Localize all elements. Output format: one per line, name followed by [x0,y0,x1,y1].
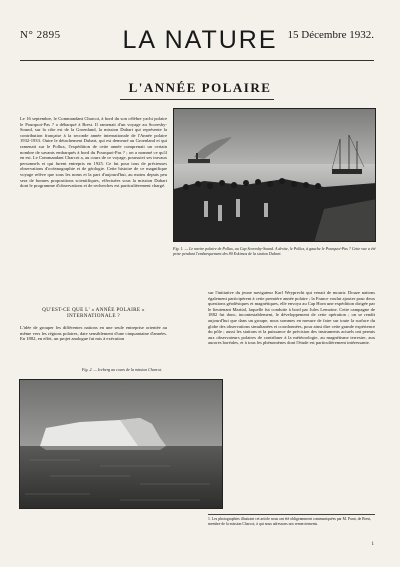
issue-date: 15 Décembre 1932. [287,29,374,41]
iceberg-photo [19,379,223,509]
article-title: L'ANNÉE POLAIRE [128,80,272,95]
section-text: L'idée de grouper les différentes nations en une seule entreprise orientée au même vers les régions polaires, date sensiblement d'une cinquantaine d'années. En 1882, en effet, un projet analogue fut mis à exécution [20,325,167,342]
section-subheading: QU'EST-CE QUE L' « ANNÉE POLAIRE » INTERNATIONALE ? [42,307,145,320]
title-rule [120,99,274,100]
ship-photo-image [174,109,376,242]
section-column [20,325,167,361]
ship-photo [173,108,376,242]
intro-column [20,116,167,304]
footnote: 1. Les photographies illustrant cet article nous ont été obligeamment communiquées par M. Parat, de Brest, membre de la mission Charcot, à qui nous adressons nos remerciements. [208,514,375,527]
issue-number: N° 2895 [20,29,61,41]
journal-title: LA NATURE [122,26,278,54]
continuation-text: sur l'initiative du jeune navigateur Karl Weyprecht qui venait de mourir. Douze nations également participèrent à cette première année polaire ; la France voulut ajouter pour deux questions géodésiques et magnétiques, elle envoya au Cap Horn une expédition dirigée par le lieutenant Martial, laquelle fut conduite à bord par Jules Lemoine. Cette campagne de 1882 fut donc, incontestablement, le développement de cette opération ; on se rendit aujourd'hui que dans un groupe, nous sommes en mesure de faire sur toute la surface du globe des observations simultanées et coordonnées, pour ainsi dire cette grande expérience du pôle ; aussi les stations et la puissance de précision des instruments actuels ont permis aux observateurs polaires de contribuer à la météorologie, au magnétisme terrestre, aux aurores boréales, et à tous les phénomènes dont l'étude est particulièrement intéressante. [208,290,375,346]
figure-1-caption: Fig. 1. — Le navire polaire de Pollux, au Cap Scoresby-Sound. A droite, le Pollux, à gauche le Pourquoi-Pas ? Cette vue a été prise pendant l'embarquement des 80 Eskimos de la station Dubart. [173,246,376,256]
intro-text: Le 16 septembre, le Commandant Charcot, à bord du son célèbre yacht polaire le Pourquoi-Pas ? a débarqué à Brest. Il ramenait d'un voyage au Scoresby-Sound, sur la côte est de la Groenland, la mission Dubart qui représente la contribution française à la seconde année internationale de l'Année polaire 1932-1933. Outre le détachement Dubart, qui est demeuré au Groenland et qui ramenait sur le Pollux, l'expédition de cette année comprenait un certain nombre de savants embarqués à bord du Pourquoi-Pas ? ; on a nommé ce qu'il en est. Le Commandant Charcot a, au cours de ce voyage, poursuivi ses travaux personnels et qui furent entrepris en 1925. Ce fut pour tous de précieuses observations d'océanographie et de géologie. Cette histoire de ce magnifique voyage relève que sous les noms et la part d'aujourd'hui, au moins depuis peu sera de bonnes propositions scientifiques, effectuées sous la mission Dubart dont le programme d'observations et de recherches est particulièrement chargé. [20,116,167,189]
header-rule [20,60,374,61]
page-number: 1 [371,542,374,547]
iceberg-photo-image [20,380,223,509]
continuation-column [208,290,375,510]
figure-2-caption: Fig. 2. — Iceberg au cours de la mission Charcot. [81,367,163,372]
